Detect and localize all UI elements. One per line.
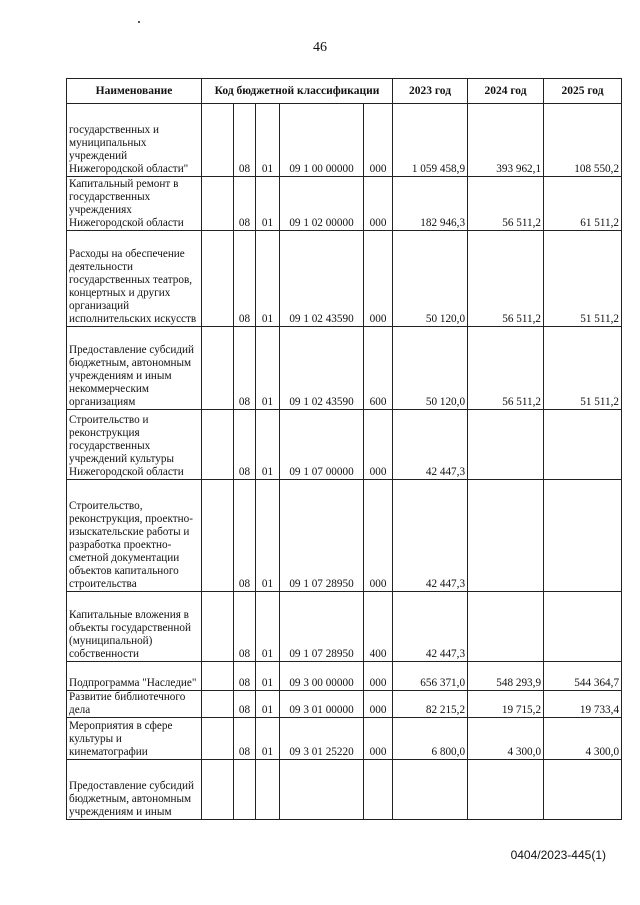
row-target-article-code: 09 1 00 00000 (280, 104, 364, 177)
table-row (67, 718, 622, 760)
row-target-article-code: 09 1 07 28950 (280, 480, 364, 592)
table-row (67, 327, 622, 410)
row-name: Строительство и реконструкция государственных учреждений культуры Нижегородской области (67, 410, 202, 480)
row-target-article-code: 09 3 01 25220 (280, 718, 364, 760)
row-expense-type-code: 000 (364, 691, 393, 718)
row-value-2025: 19 733,4 (544, 691, 622, 718)
row-name: Строительство, реконструкция, проектно-изыскательские работы и разработка проектно-сметной документации объектов капитального строительства (67, 480, 202, 592)
row-target-article-code: 09 1 02 43590 (280, 327, 364, 410)
row-value-2025: 51 511,2 (544, 327, 622, 410)
row-target-article-code: 09 3 00 00000 (280, 662, 364, 691)
row-value-2025: 544 364,7 (544, 662, 622, 691)
row-value-2024 (468, 592, 544, 662)
row-value-2025: 61 511,2 (544, 177, 622, 231)
row-value-2023: 42 447,3 (393, 480, 468, 592)
row-empty-cell (202, 691, 234, 718)
table-row (67, 231, 622, 327)
row-name: Капитальные вложения в объекты государственной (муниципальной) собственности (67, 592, 202, 662)
row-value-2023: 182 946,3 (393, 177, 468, 231)
document-code: 0404/2023-445(1) (510, 848, 606, 862)
row-target-article-code (280, 760, 364, 820)
row-target-article-code: 09 1 07 28950 (280, 592, 364, 662)
table-row (67, 691, 622, 718)
header-code: Код бюджетной классификации (202, 79, 393, 104)
row-value-2025: 4 300,0 (544, 718, 622, 760)
row-name: Развитие библиотечного дела (67, 691, 202, 718)
row-value-2025 (544, 760, 622, 820)
row-subsection-code: 01 (256, 480, 280, 592)
row-empty-cell (202, 327, 234, 410)
row-expense-type-code: 000 (364, 104, 393, 177)
row-empty-cell (202, 177, 234, 231)
row-target-article-code: 09 1 07 00000 (280, 410, 364, 480)
row-empty-cell (202, 231, 234, 327)
row-value-2025: 108 550,2 (544, 104, 622, 177)
row-name: Предоставление субсидий бюджетным, автономным учреждениям и иным некоммерческим организациям (67, 327, 202, 410)
table-body (67, 104, 622, 820)
row-value-2023: 42 447,3 (393, 410, 468, 480)
row-name: государственных и муниципальных учреждений Нижегородской области" (67, 104, 202, 177)
budget-table (66, 78, 622, 820)
header-2025: 2025 год (544, 79, 622, 104)
header-2024: 2024 год (468, 79, 544, 104)
row-value-2024 (468, 410, 544, 480)
row-value-2023: 82 215,2 (393, 691, 468, 718)
row-value-2023: 6 800,0 (393, 718, 468, 760)
table-row (67, 592, 622, 662)
table-row (67, 104, 622, 177)
row-section-code: 08 (234, 231, 256, 327)
row-name: Капитальный ремонт в государственных учреждениях Нижегородской области (67, 177, 202, 231)
row-value-2024 (468, 760, 544, 820)
row-value-2024 (468, 480, 544, 592)
row-subsection-code: 01 (256, 104, 280, 177)
row-subsection-code: 01 (256, 177, 280, 231)
row-expense-type-code: 000 (364, 231, 393, 327)
row-empty-cell (202, 480, 234, 592)
row-value-2023: 42 447,3 (393, 592, 468, 662)
row-value-2023: 50 120,0 (393, 231, 468, 327)
row-expense-type-code: 000 (364, 177, 393, 231)
row-name: Мероприятия в сфере культуры и кинематографии (67, 718, 202, 760)
row-section-code: 08 (234, 480, 256, 592)
row-name: Предоставление субсидий бюджетным, автономным учреждениям и иным (67, 760, 202, 820)
row-subsection-code: 01 (256, 327, 280, 410)
row-value-2023: 1 059 458,9 (393, 104, 468, 177)
table-row (67, 760, 622, 820)
row-target-article-code: 09 1 02 43590 (280, 231, 364, 327)
row-empty-cell (202, 760, 234, 820)
row-value-2024: 56 511,2 (468, 231, 544, 327)
row-value-2024: 393 962,1 (468, 104, 544, 177)
row-section-code: 08 (234, 410, 256, 480)
row-expense-type-code: 600 (364, 327, 393, 410)
row-value-2024: 19 715,2 (468, 691, 544, 718)
row-section-code: 08 (234, 104, 256, 177)
row-value-2025 (544, 410, 622, 480)
row-name: Расходы на обеспечение деятельности государственных театров, концертных и других организаций исполнительских искусств (67, 231, 202, 327)
row-expense-type-code: 000 (364, 662, 393, 691)
row-section-code: 08 (234, 691, 256, 718)
row-subsection-code (256, 760, 280, 820)
table-header-row (67, 79, 622, 104)
row-value-2023: 50 120,0 (393, 327, 468, 410)
row-target-article-code: 09 3 01 00000 (280, 691, 364, 718)
row-section-code: 08 (234, 718, 256, 760)
row-value-2023 (393, 760, 468, 820)
header-2023: 2023 год (393, 79, 468, 104)
row-expense-type-code: 000 (364, 410, 393, 480)
table-row (67, 480, 622, 592)
row-subsection-code: 01 (256, 592, 280, 662)
row-empty-cell (202, 592, 234, 662)
row-value-2023: 656 371,0 (393, 662, 468, 691)
row-empty-cell (202, 662, 234, 691)
row-subsection-code: 01 (256, 718, 280, 760)
row-value-2024: 548 293,9 (468, 662, 544, 691)
row-expense-type-code: 400 (364, 592, 393, 662)
row-section-code: 08 (234, 177, 256, 231)
row-empty-cell (202, 104, 234, 177)
row-section-code (234, 760, 256, 820)
header-name: Наименование (67, 79, 202, 104)
row-section-code: 08 (234, 327, 256, 410)
row-subsection-code: 01 (256, 410, 280, 480)
row-section-code: 08 (234, 592, 256, 662)
row-value-2024: 56 511,2 (468, 327, 544, 410)
table-row (67, 177, 622, 231)
row-expense-type-code: 000 (364, 718, 393, 760)
row-expense-type-code (364, 760, 393, 820)
row-name: Подпрограмма "Наследие" (67, 662, 202, 691)
row-empty-cell (202, 410, 234, 480)
table-row (67, 662, 622, 691)
row-section-code: 08 (234, 662, 256, 691)
row-empty-cell (202, 718, 234, 760)
page-number: 46 (313, 40, 327, 55)
row-subsection-code: 01 (256, 662, 280, 691)
row-subsection-code: 01 (256, 231, 280, 327)
row-value-2025: 51 511,2 (544, 231, 622, 327)
table-row (67, 410, 622, 480)
row-subsection-code: 01 (256, 691, 280, 718)
row-expense-type-code: 000 (364, 480, 393, 592)
row-value-2024: 4 300,0 (468, 718, 544, 760)
row-value-2025 (544, 480, 622, 592)
row-value-2025 (544, 592, 622, 662)
row-target-article-code: 09 1 02 00000 (280, 177, 364, 231)
scan-speck (138, 21, 140, 23)
row-value-2024: 56 511,2 (468, 177, 544, 231)
